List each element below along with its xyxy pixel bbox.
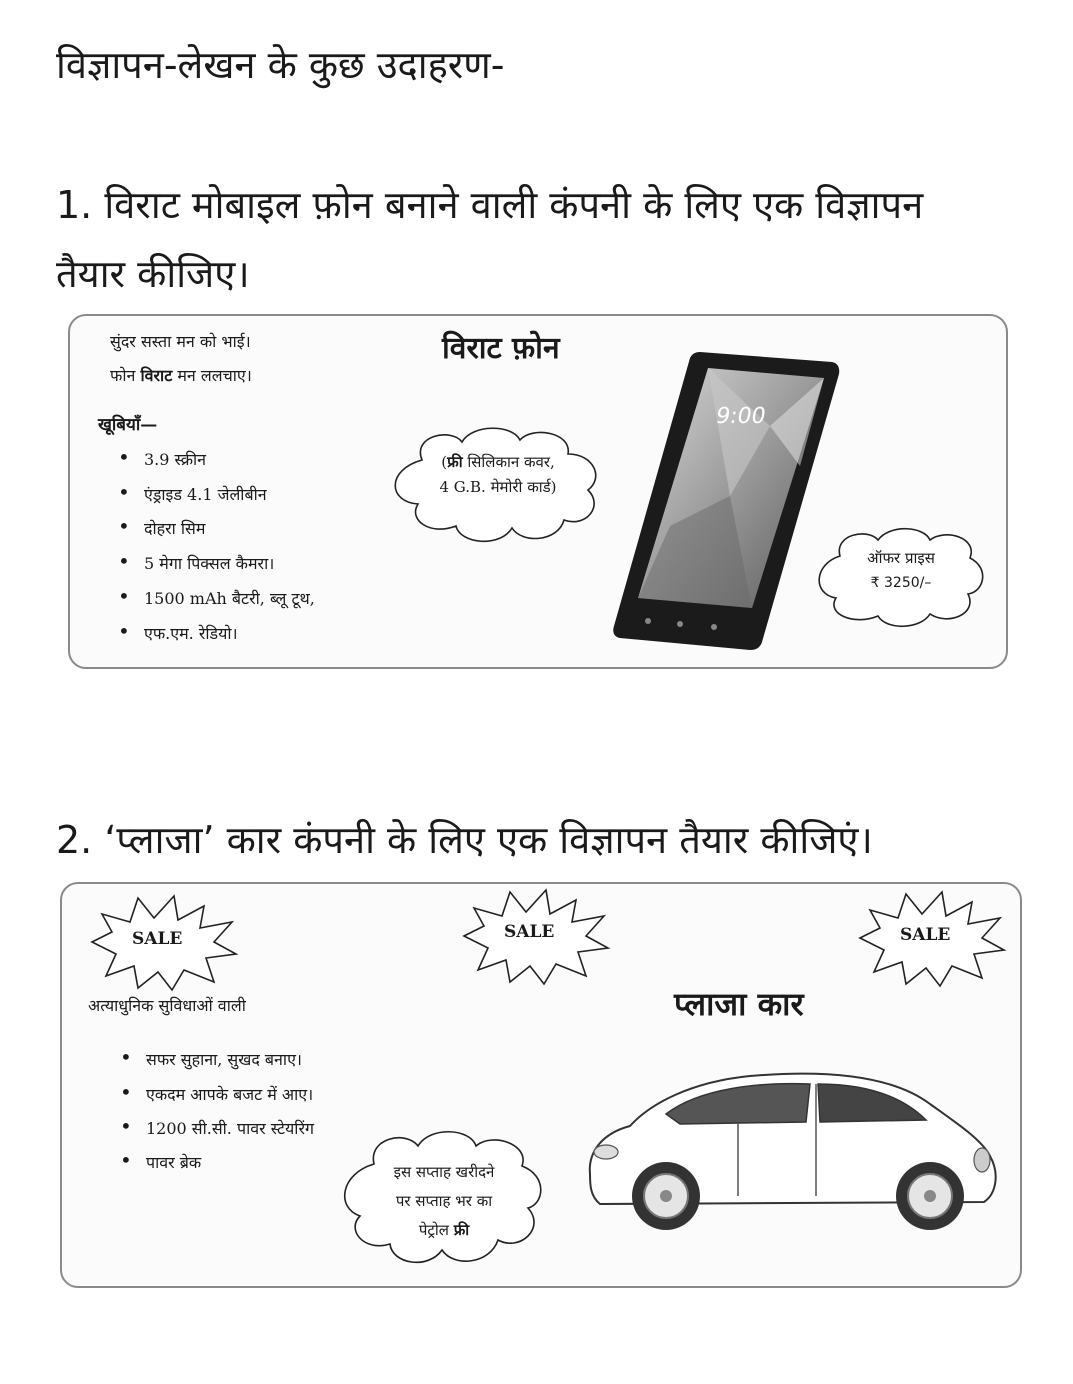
sale-label-3: SALE <box>900 925 951 945</box>
car-image <box>570 1064 1010 1244</box>
list-item: • 1200 सी.सी. पावर स्टेयरिंग <box>146 1117 314 1139</box>
ad1-cloud-text <box>400 450 596 500</box>
list-item: • एफ.एम. रेडियो। <box>144 622 238 644</box>
car-ad-panel <box>60 882 1022 1288</box>
ad2-title: प्लाजा कार <box>674 985 804 1023</box>
offer-cloud-text <box>834 546 968 596</box>
ad1-slogan-post: मन ललचाए। <box>177 366 252 385</box>
question-1-line-1: 1. विराट मोबाइल फ़ोन बनाने वाली कंपनी के लिए एक विज्ञापन <box>56 183 924 227</box>
ad2-cloud-line-2: पर सप्ताह भर का <box>395 1192 493 1210</box>
question-1-line-2: तैयार कीजिए। <box>56 252 250 296</box>
ad2-cloud-line-1: इस सप्ताह खरीदने <box>393 1163 495 1181</box>
question-2: 2. ‘प्लाजा’ कार कंपनी के लिए एक विज्ञापन तैयार कीजिएं। <box>56 818 873 862</box>
ad2-cloud-text <box>354 1158 534 1245</box>
offer-label: ऑफर प्राइस <box>867 549 935 567</box>
ad1-cloud-free: फ्री <box>447 453 463 471</box>
ad1-features-title: खूबियाँ— <box>98 415 158 435</box>
list-item: • एकदम आपके बजट में आए। <box>146 1083 313 1105</box>
ad1-title: विराट फ़ोन <box>442 331 560 366</box>
ad2-cloud-free: फ्री <box>453 1221 470 1239</box>
ad1-slogan-brand: विराट <box>140 366 173 385</box>
ad1-cloud-line-1: (फ्री सिलिकान कवर, <box>441 453 555 471</box>
phone-screen-time: 9:00 <box>713 404 768 429</box>
ad1-slogan-line-1: सुंदर सस्ता मन को भाई। <box>110 332 251 351</box>
list-item: • 1500 mAh बैटरी, ब्लू टूथ, <box>144 587 315 609</box>
list-item: • 3.9 स्क्रीन <box>144 448 206 470</box>
ad1-cloud-line-2: 4 G.B. मेमोरी कार्ड) <box>439 478 557 496</box>
ad1-slogan-pre: फोन <box>110 366 136 385</box>
phone-ad-panel <box>68 314 1008 669</box>
ad1-slogan-line-2 <box>110 364 252 386</box>
ad2-intro: अत्याधुनिक सुविधाओं वाली <box>88 996 246 1015</box>
list-item: • सफर सुहाना, सुखद बनाए। <box>146 1048 302 1070</box>
ad1-cloud-cover: सिलिकान कवर, <box>467 453 555 471</box>
list-item: • एंड्राइड 4.1 जेलीबीन <box>144 483 267 505</box>
list-item: • 5 मेगा पिक्सल कैमरा। <box>144 552 274 574</box>
ad2-cloud-petrol: पेट्रोल <box>418 1221 449 1239</box>
page-heading: विज्ञापन-लेखन के कुछ उदाहरण- <box>56 43 505 87</box>
list-item: • दोहरा सिम <box>144 517 205 539</box>
list-item: • पावर ब्रेक <box>146 1151 201 1173</box>
ad2-cloud-line-3 <box>354 1216 534 1245</box>
sale-label-1: SALE <box>132 929 183 949</box>
sale-label-2: SALE <box>504 922 555 942</box>
offer-price: ₹ 3250/– <box>870 575 932 591</box>
phone-image <box>610 346 840 656</box>
